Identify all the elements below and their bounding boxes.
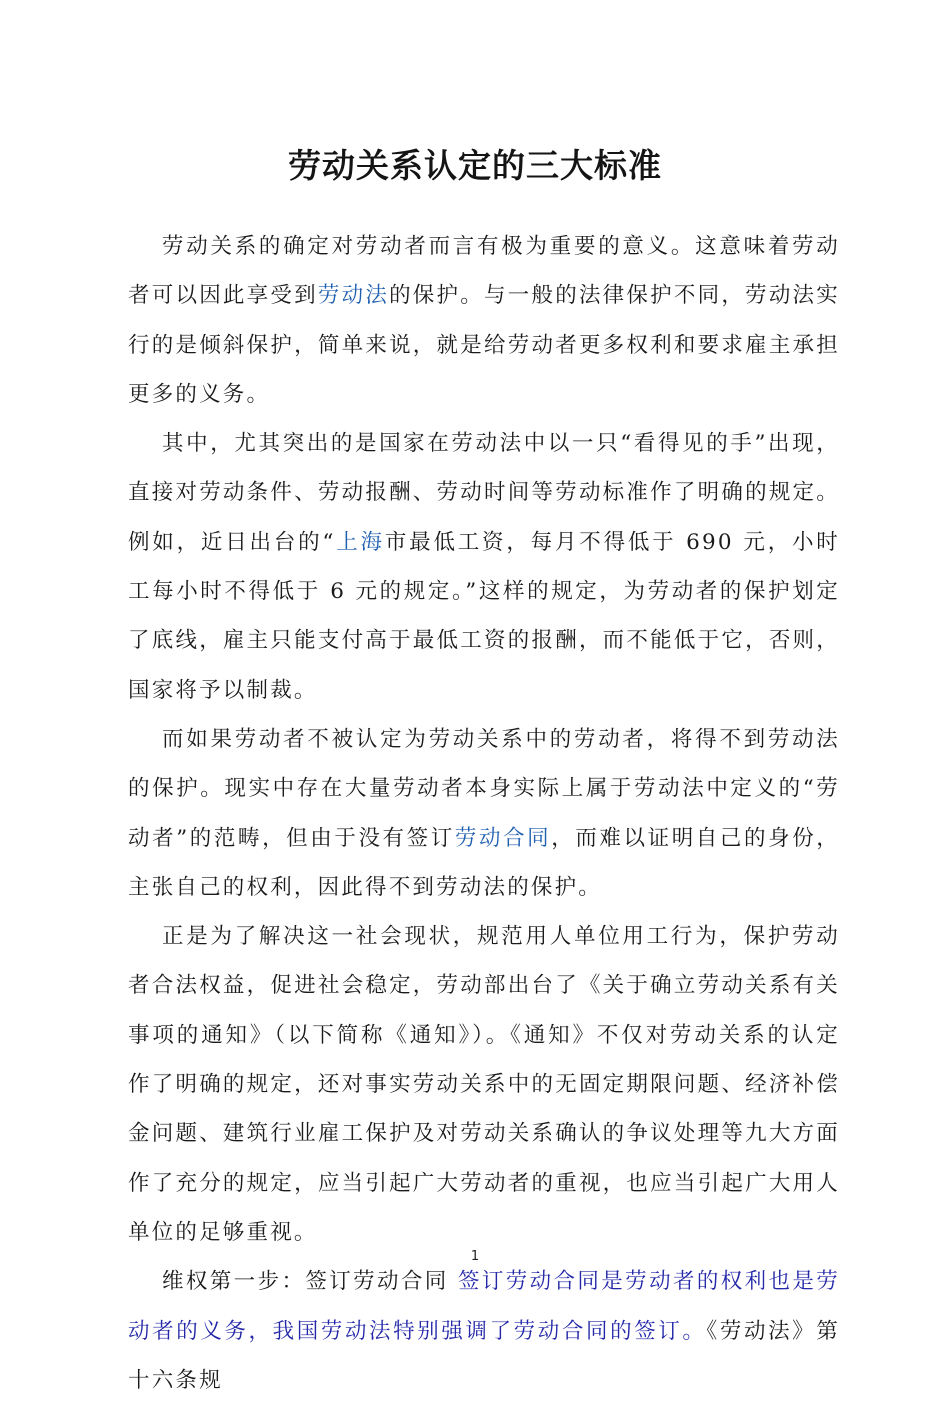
paragraph-text: 维权第一步：签订劳动合同 [162, 1269, 458, 1295]
link-shanghai[interactable]: 上海 [335, 529, 385, 555]
paragraph-text: 而如果劳动者不被认定为劳动关系中的劳动者，将得不到劳动法的保护。现实中存在大量劳动者本身实际上属于劳动法中定义的“劳动者”的范畴，但由于没有签订 [128, 726, 840, 851]
link-labor-contract[interactable]: 劳动合同 [454, 825, 552, 851]
paragraph-text: 正是为了解决这一社会现状，规范用人单位用工行为，保护劳动者合法权益，促进社会稳定，劳动部出台了《关于确立劳动关系有关事项的通知》（以下简称《通知》）。《通知》不仅对劳动关系的认定作了明确的规定，还对事实劳动关系中的无固定期限问题、经济补偿金问题、建筑行业雇工保护及对劳动关系确认的争议处理等九大方面作了充分的规定，应当引起广大劳动者的重视，也应当引起广大用人单位的足够重视。 [128, 924, 840, 1245]
paragraph-text: 《劳动法》第十六条规 [128, 1318, 840, 1393]
paragraph-text: 劳动关系的确定对劳动者而言有极为重要的意义。这意味着劳动者可以因此享受到 [128, 234, 840, 309]
paragraph-text: 的保护。与一般的法律保护不同，劳动法实行的是倾斜保护，简单来说，就是给劳动者更多权利和要求雇主承担更多的义务。 [128, 283, 840, 407]
link-labor-law[interactable]: 劳动法 [317, 283, 390, 309]
paragraph-4 [128, 912, 840, 1257]
paragraph-3 [128, 715, 840, 912]
highlighted-text: 签订劳动合同是劳动者的权利也是劳动者的义务，我国劳动法特别强调了劳动合同的签订。 [128, 1269, 841, 1344]
document-body [128, 222, 840, 1405]
document-title: 劳动关系认定的三大标准 [288, 146, 662, 185]
paragraph-text: 其中，尤其突出的是国家在劳动法中以一只“看得见的手”出现，直接对劳动条件、劳动报酬、劳动时间等劳动标准作了明确的规定。例如，近日出台的“ [128, 431, 840, 555]
paragraph-2 [128, 419, 840, 715]
paragraph-5 [128, 1257, 840, 1405]
page-number: 1 [470, 1249, 480, 1264]
paragraph-1 [128, 222, 840, 419]
paragraph-text: 市最低工资，每月不得低于 690 元，小时工每小时不得低于 6 元的规定。”这样的规定，为劳动者的保护划定了底线，雇主只能支付高于最低工资的报酬，而不能低于它，否则，国家将予以制裁。 [128, 529, 840, 703]
paragraph-text: ，而难以证明自己的身份，主张自己的权利，因此得不到劳动法的保护。 [128, 825, 840, 900]
